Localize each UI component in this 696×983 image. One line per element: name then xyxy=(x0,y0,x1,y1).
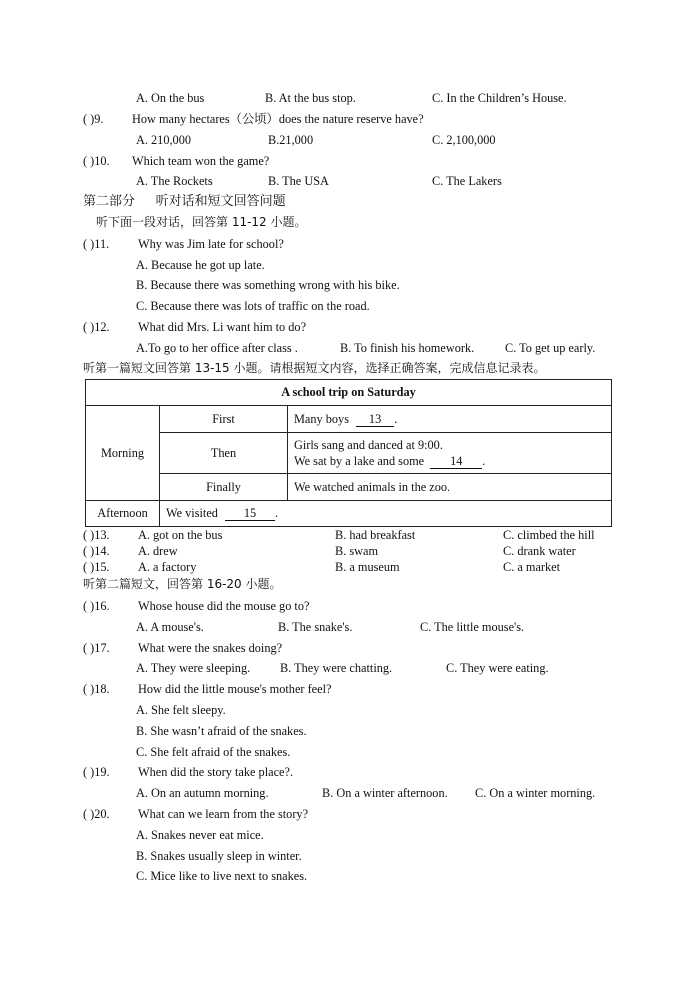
passage2-intro: 听第二篇短文，回答第 16-20 小题。 xyxy=(83,577,282,591)
q18-option-c: C. She felt afraid of the snakes. xyxy=(136,745,291,759)
info-record-table xyxy=(85,379,612,527)
q12-number: ( )12. xyxy=(83,320,110,334)
q16-question: Whose house did the mouse go to? xyxy=(138,599,310,613)
first-label: First xyxy=(160,406,288,433)
q16-option-c: C. The little mouse's. xyxy=(420,620,525,634)
q10-option-b: B. The USA xyxy=(268,174,329,188)
q17-question: What were the snakes doing? xyxy=(138,641,283,655)
q13-number: ( )13. xyxy=(83,528,110,542)
q14-number: ( )14. xyxy=(83,544,110,558)
q19-option-c: C. On a winter morning. xyxy=(475,786,596,800)
q20-number: ( )20. xyxy=(83,807,110,821)
morning-label: Morning xyxy=(86,406,160,501)
q10-option-a: A. The Rockets xyxy=(136,174,213,188)
q12-option-b: B. To finish his homework. xyxy=(340,341,475,355)
q9-option-b: B.21,000 xyxy=(268,133,314,147)
q19-option-a: A. On an autumn morning. xyxy=(136,786,269,800)
part2-heading: 第二部分 听对话和短文回答问题 xyxy=(83,194,286,209)
afternoon-cell: We visited 15 . xyxy=(160,501,612,527)
finally-text: We watched animals in the zoo. xyxy=(288,474,612,501)
q19-question: When did the story take place?. xyxy=(138,765,294,779)
q14-option-b: B. swam xyxy=(335,544,379,558)
blank-13[interactable]: 13 xyxy=(356,413,394,427)
q11-number: ( )11. xyxy=(83,237,110,251)
q15-option-b: B. a museum xyxy=(335,560,400,574)
first-cell: Many boys 13 . xyxy=(288,406,612,433)
q9-question: How many hectares（公顷）does the nature reserve have? xyxy=(132,112,424,126)
q19-number: ( )19. xyxy=(83,765,110,779)
q16-number: ( )16. xyxy=(83,599,110,613)
q17-option-c: C. They were eating. xyxy=(446,661,549,675)
q18-option-a: A. She felt sleepy. xyxy=(136,703,226,717)
q9-option-a: A. 210,000 xyxy=(136,133,191,147)
q15-number: ( )15. xyxy=(83,560,110,574)
q16-option-a: A. A mouse's. xyxy=(136,620,204,634)
q12-option-c: C. To get up early. xyxy=(505,341,596,355)
part2-intro: 听下面一段对话，回答第 11-12 小题。 xyxy=(96,215,307,229)
q20-option-c: C. Mice like to live next to snakes. xyxy=(136,869,308,883)
q11-question: Why was Jim late for school? xyxy=(138,237,284,251)
q14-option-a: A. drew xyxy=(138,544,178,558)
q12-option-a: A.To go to her office after class . xyxy=(136,341,298,355)
then-text-2-row: We sat by a lake and some 14 . xyxy=(294,454,486,468)
then-cell xyxy=(288,433,612,474)
first-text: Many boys xyxy=(294,411,349,426)
q10-number: ( )10. xyxy=(83,154,110,168)
q15-option-a: A. a factory xyxy=(138,560,197,574)
then-text-1: Girls sang and danced at 9:00. xyxy=(294,438,443,452)
q9-option-c: C. 2,100,000 xyxy=(432,133,496,147)
q13-option-b: B. had breakfast xyxy=(335,528,416,542)
q17-option-b: B. They were chatting. xyxy=(280,661,393,675)
q11-option-c: C. Because there was lots of traffic on the road. xyxy=(136,299,370,313)
finally-label: Finally xyxy=(160,474,288,501)
q11-option-b: B. Because there was something wrong with his bike. xyxy=(136,278,400,292)
afternoon-text: We visited xyxy=(166,506,218,520)
q9-number: ( )9. xyxy=(83,112,104,126)
then-text-2: We sat by a lake and some xyxy=(294,454,425,468)
q20-option-a: A. Snakes never eat mice. xyxy=(136,828,264,842)
passage1-intro: 听第一篇短文回答第 13-15 小题。请根据短文内容，选择正确答案，完成信息记录表。 xyxy=(83,361,546,375)
q18-option-b: B. She wasn’t afraid of the snakes. xyxy=(136,724,307,738)
q15-option-c: C. a market xyxy=(503,560,561,574)
q13-option-c: C. climbed the hill xyxy=(503,528,595,542)
blank-14[interactable]: 14 xyxy=(430,455,482,469)
q17-number: ( )17. xyxy=(83,641,110,655)
q17-option-a: A. They were sleeping. xyxy=(136,661,251,675)
q8-option-c: C. In the Children’s House. xyxy=(432,91,567,105)
afternoon-label: Afternoon xyxy=(86,501,160,527)
q11-option-a: A. Because he got up late. xyxy=(136,258,265,272)
q18-number: ( )18. xyxy=(83,682,110,696)
q8-option-a: A. On the bus xyxy=(136,91,205,105)
q14-option-c: C. drank water xyxy=(503,544,576,558)
q20-question: What can we learn from the story? xyxy=(138,807,309,821)
then-label: Then xyxy=(160,433,288,474)
q13-option-a: A. got on the bus xyxy=(138,528,223,542)
q10-question: Which team won the game? xyxy=(132,154,270,168)
table-title: A school trip on Saturday xyxy=(86,380,612,406)
q12-question: What did Mrs. Li want him to do? xyxy=(138,320,307,334)
q16-option-b: B. The snake's. xyxy=(278,620,353,634)
q20-option-b: B. Snakes usually sleep in winter. xyxy=(136,849,302,863)
q10-option-c: C. The Lakers xyxy=(432,174,502,188)
q8-option-b: B. At the bus stop. xyxy=(265,91,356,105)
blank-15[interactable]: 15 xyxy=(225,507,275,521)
q18-question: How did the little mouse's mother feel? xyxy=(138,682,332,696)
q19-option-b: B. On a winter afternoon. xyxy=(322,786,448,800)
